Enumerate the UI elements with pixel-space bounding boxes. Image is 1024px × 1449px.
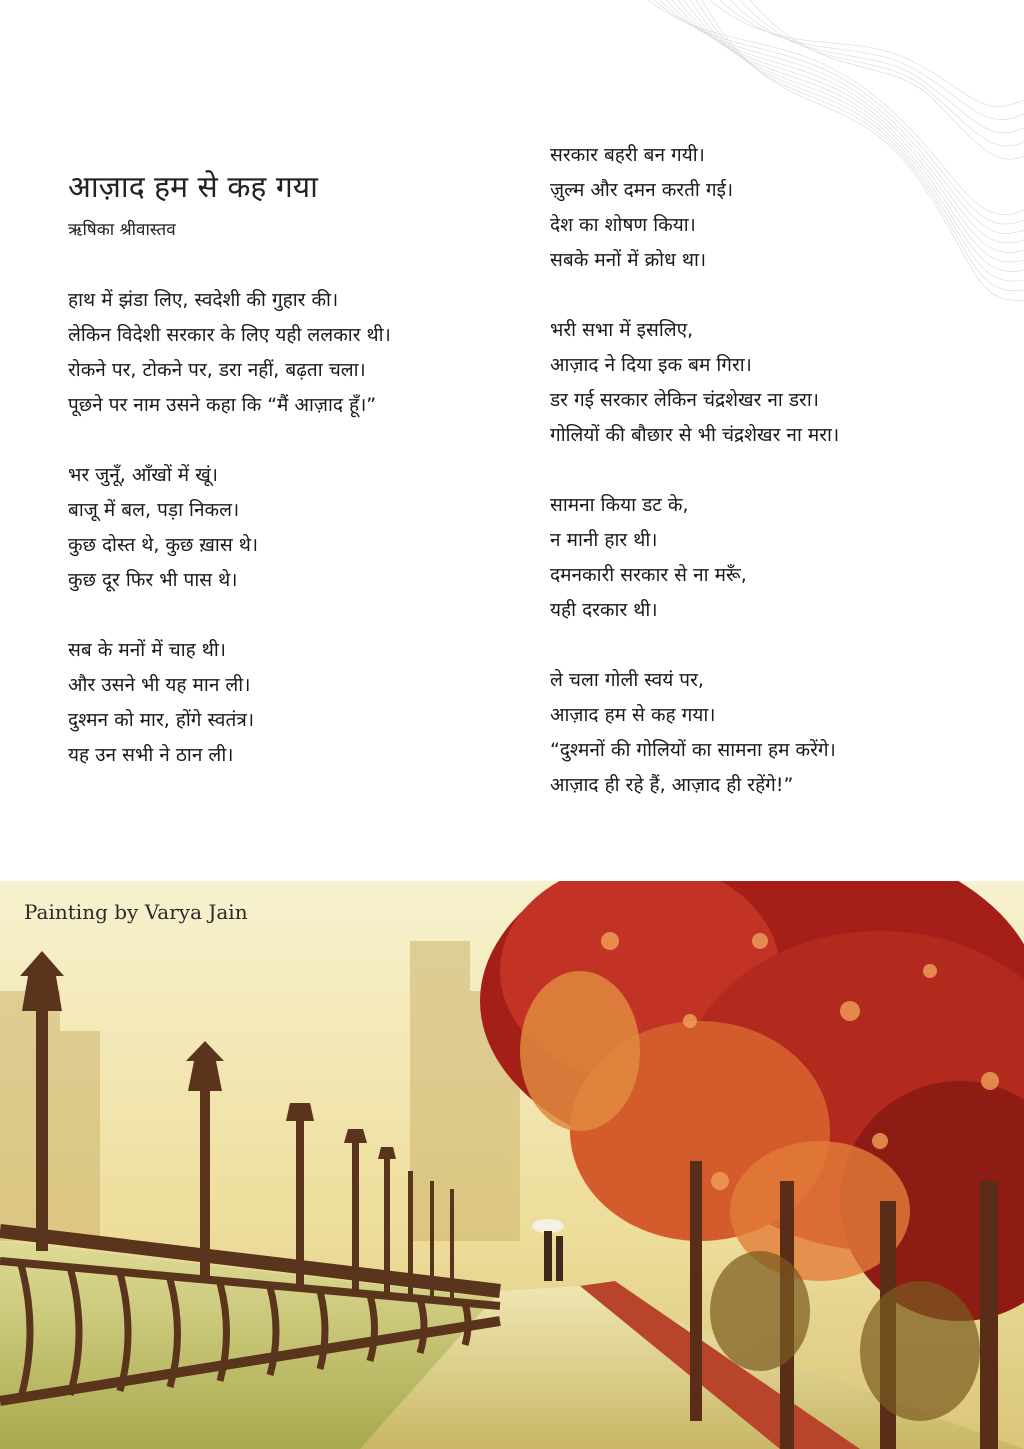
stanza xyxy=(550,138,990,278)
stanza xyxy=(68,283,528,423)
poem-right-column xyxy=(550,138,990,803)
poem-line: लेकिन विदेशी सरकार के लिए यही ललकार थी। xyxy=(68,324,391,346)
poem-line: कुछ दूर फिर भी पास थे। xyxy=(68,569,238,591)
stanza xyxy=(550,488,990,628)
poem-line: सबके मनों में क्रोध था। xyxy=(550,249,707,271)
poem-line: दमनकारी सरकार से ना मरूँ, xyxy=(550,564,747,586)
poem-line: यह उन सभी ने ठान ली। xyxy=(68,744,234,766)
poem-line: देश का शोषण किया। xyxy=(550,214,696,236)
painting-credit: Painting by Varya Jain xyxy=(24,900,248,924)
poem-line: भरी सभा में इसलिए, xyxy=(550,319,694,341)
poem-title: आज़ाद हम से कह गया xyxy=(68,170,318,205)
poem-line: ज़ुल्म और दमन करती गई। xyxy=(550,179,734,201)
poem-line: पूछने पर नाम उसने कहा कि “मैं आज़ाद हूँ।” xyxy=(68,394,377,416)
autumn-path-painting xyxy=(0,881,1024,1449)
poem-line: “दुश्मनों की गोलियों का सामना हम करेंगे। xyxy=(550,739,836,761)
poem-line: यही दरकार थी। xyxy=(550,599,658,621)
stanza xyxy=(550,313,990,453)
poem-line: हाथ में झंडा लिए, स्वदेशी की गुहार की। xyxy=(68,289,339,311)
poem-line: आज़ाद ने दिया इक बम गिरा। xyxy=(550,354,752,376)
poem-line: न मानी हार थी। xyxy=(550,529,658,551)
poem-author: ऋषिका श्रीवास्तव xyxy=(68,220,176,240)
poem-line: आज़ाद हम से कह गया। xyxy=(550,704,716,726)
poem-line: कुछ दोस्त थे, कुछ ख़ास थे। xyxy=(68,534,259,556)
poem-line: सब के मनों में चाह थी। xyxy=(68,639,227,661)
stanza xyxy=(68,633,528,773)
poem-line: और उसने भी यह मान ली। xyxy=(68,674,251,696)
poem-line: रोकने पर, टोकने पर, डरा नहीं, बढ़ता चला। xyxy=(68,359,366,381)
poem-line: दुश्मन को मार, होंगे स्वतंत्र। xyxy=(68,709,255,731)
poem-line: गोलियों की बौछार से भी चंद्रशेखर ना मरा। xyxy=(550,424,840,446)
poem-line: सामना किया डट के, xyxy=(550,494,689,516)
poem-line: भर जुनूँ, आँखों में खूं। xyxy=(68,464,218,486)
poem-left-column xyxy=(68,283,528,773)
poem-line: बाजू में बल, पड़ा निकल। xyxy=(68,499,240,521)
painting-canvas xyxy=(0,881,1024,1449)
poem-line: आज़ाद ही रहे हैं, आज़ाद ही रहेंगे!” xyxy=(550,774,794,796)
poem-line: डर गई सरकार लेकिन चंद्रशेखर ना डरा। xyxy=(550,389,819,411)
stanza xyxy=(68,458,528,598)
poem-line: ले चला गोली स्वयं पर, xyxy=(550,669,704,691)
stanza xyxy=(550,663,990,803)
poem-line: सरकार बहरी बन गयी। xyxy=(550,144,705,166)
